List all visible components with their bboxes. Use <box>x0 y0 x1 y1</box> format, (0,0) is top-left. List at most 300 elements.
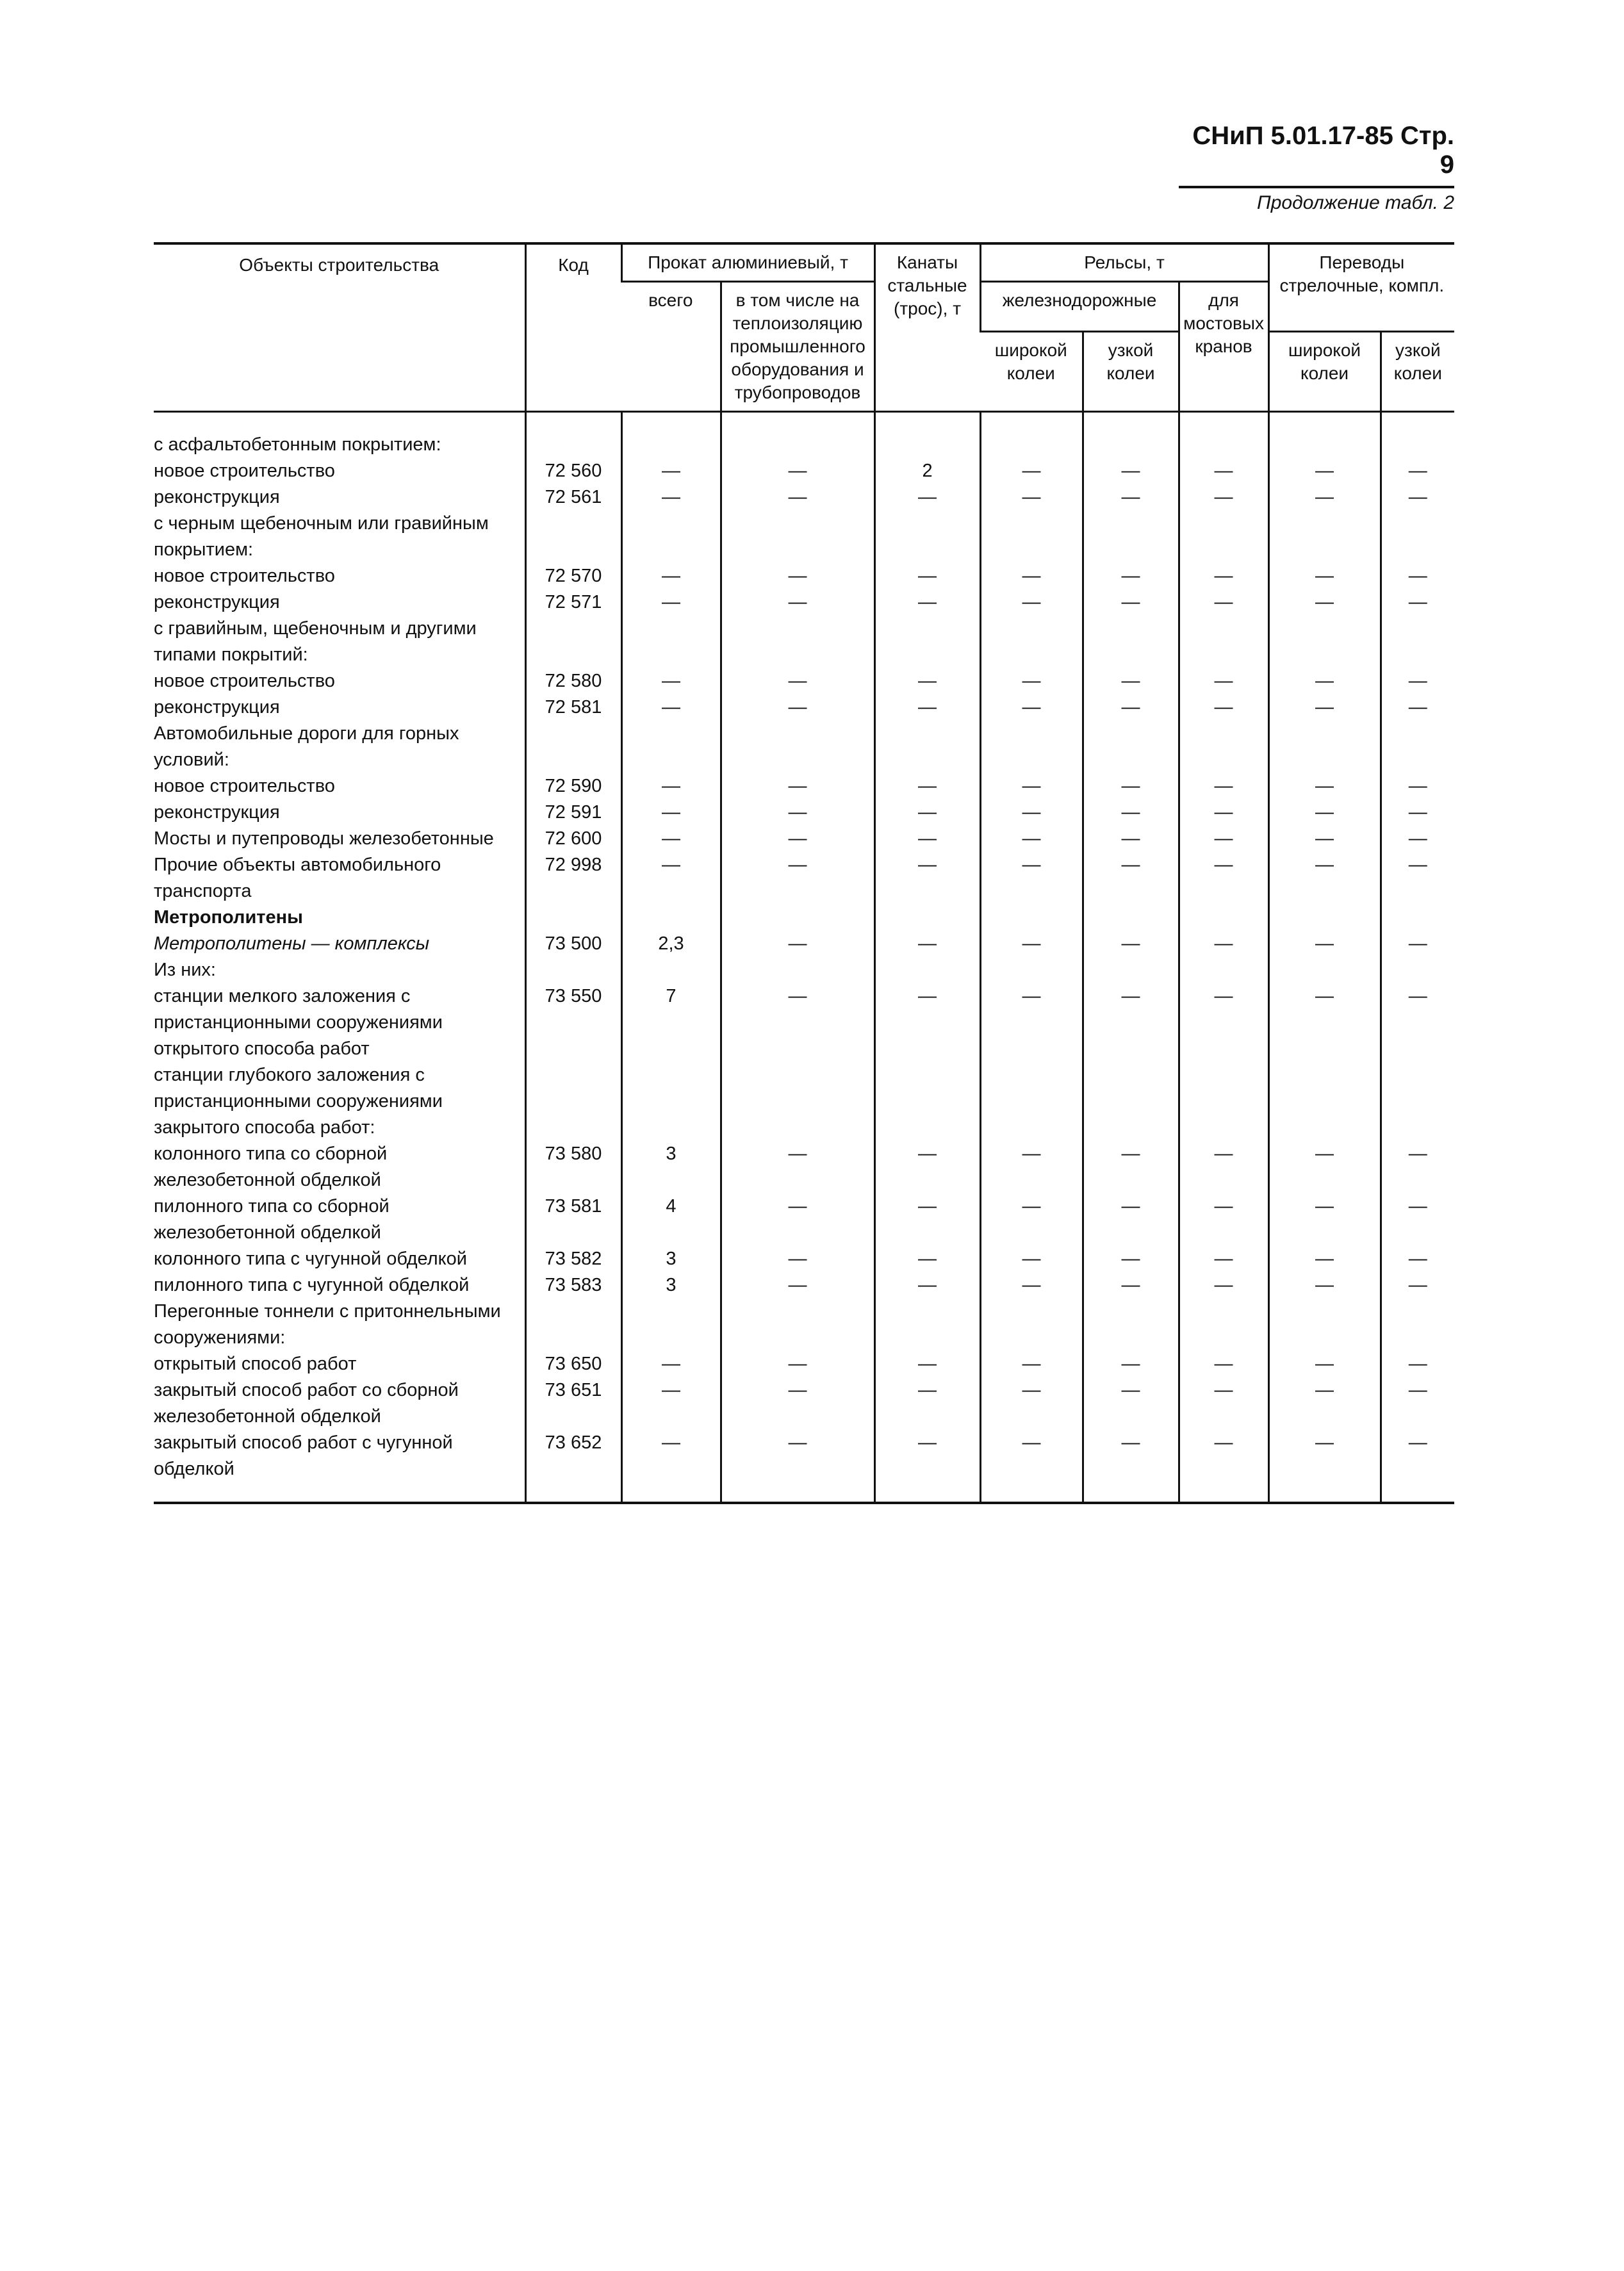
value-cell: — <box>874 1193 980 1246</box>
value-cell <box>621 412 721 459</box>
value-cell: — <box>1381 563 1454 589</box>
value-cell <box>621 511 721 563</box>
object-code <box>525 1299 621 1351</box>
object-name: Мосты и путепроводы железобетонные <box>154 828 494 849</box>
value-cell <box>1268 616 1381 668</box>
value-cell: — <box>1179 773 1268 799</box>
value-cell: — <box>721 668 874 694</box>
value-cell <box>721 721 874 773</box>
table-row <box>154 773 1454 799</box>
value-cell <box>1179 1062 1268 1141</box>
object-code: 72 571 <box>525 589 621 616</box>
value-cell: — <box>1268 983 1381 1062</box>
table-row <box>154 668 1454 694</box>
object-name: колонного типа со сборной железобетонной обделкой <box>154 1144 388 1190</box>
value-cell: — <box>1268 852 1381 905</box>
value-cell <box>621 905 721 931</box>
table-row <box>154 1062 1454 1141</box>
value-cell: — <box>980 694 1083 721</box>
object-name: с гравийным, щебеночным и другими типами покрытий: <box>154 618 477 665</box>
value-cell: — <box>1083 563 1179 589</box>
object-code: 72 600 <box>525 826 621 852</box>
value-cell <box>1268 721 1381 773</box>
value-cell <box>721 1299 874 1351</box>
value-cell: — <box>1381 1193 1454 1246</box>
value-cell: 3 <box>621 1141 721 1193</box>
value-cell: — <box>621 563 721 589</box>
object-code: 73 581 <box>525 1193 621 1246</box>
value-cell: — <box>1083 1193 1179 1246</box>
object-name: с асфальтобетонным покрытием: <box>154 434 441 455</box>
value-cell: — <box>1268 458 1381 484</box>
table-row <box>154 721 1454 773</box>
value-cell: — <box>1083 1351 1179 1377</box>
value-cell <box>1381 1299 1454 1351</box>
object-code: 73 500 <box>525 931 621 957</box>
value-cell: — <box>980 931 1083 957</box>
object-name: новое строительство <box>154 461 335 481</box>
value-cell: — <box>874 1272 980 1299</box>
object-code: 73 550 <box>525 983 621 1062</box>
value-cell: — <box>1083 1246 1179 1272</box>
object-name: пилонного типа со сборной железобетонной обделкой <box>154 1196 390 1243</box>
value-cell <box>980 1062 1083 1141</box>
object-code: 73 650 <box>525 1351 621 1377</box>
object-name: станции глубокого заложения с пристанционными сооружениями закрытого способа работ: <box>154 1065 443 1138</box>
value-cell: — <box>1083 668 1179 694</box>
value-cell: — <box>1381 694 1454 721</box>
value-cell <box>1179 905 1268 931</box>
value-cell: — <box>621 1351 721 1377</box>
value-cell <box>1268 1299 1381 1351</box>
value-cell <box>1083 905 1179 931</box>
value-cell: — <box>874 668 980 694</box>
value-cell: — <box>874 773 980 799</box>
value-cell: — <box>1083 1141 1179 1193</box>
value-cell <box>874 1299 980 1351</box>
value-cell: — <box>621 458 721 484</box>
value-cell: — <box>621 589 721 616</box>
value-cell: — <box>980 983 1083 1062</box>
value-cell: — <box>1268 826 1381 852</box>
value-cell: — <box>1179 694 1268 721</box>
value-cell: — <box>980 1141 1083 1193</box>
value-cell: — <box>1268 589 1381 616</box>
value-cell <box>980 412 1083 459</box>
value-cell: — <box>1268 931 1381 957</box>
value-cell <box>1381 721 1454 773</box>
value-cell: — <box>1179 589 1268 616</box>
value-cell: — <box>1268 1377 1381 1430</box>
value-cell <box>621 1062 721 1141</box>
value-cell: 3 <box>621 1272 721 1299</box>
value-cell: 7 <box>621 983 721 1062</box>
value-cell: — <box>1179 799 1268 826</box>
value-cell: — <box>1179 1193 1268 1246</box>
value-cell: — <box>1268 773 1381 799</box>
value-cell: — <box>1083 983 1179 1062</box>
value-cell <box>874 721 980 773</box>
table-row <box>154 694 1454 721</box>
value-cell: — <box>1179 1377 1268 1430</box>
object-name: Перегонные тоннели с притоннельными сооружениями: <box>154 1301 501 1348</box>
object-name: реконструкция <box>154 592 280 612</box>
value-cell: — <box>721 458 874 484</box>
value-cell: — <box>980 1351 1083 1377</box>
col-rails-narrow: узкой колеи <box>1083 331 1179 411</box>
value-cell: 2,3 <box>621 931 721 957</box>
value-cell <box>1381 905 1454 931</box>
value-cell <box>874 905 980 931</box>
value-cell <box>1268 905 1381 931</box>
value-cell: — <box>1083 799 1179 826</box>
table-row <box>154 616 1454 668</box>
materials-table <box>154 242 1454 1504</box>
value-cell: — <box>1268 694 1381 721</box>
value-cell: — <box>874 589 980 616</box>
value-cell: — <box>874 931 980 957</box>
value-cell: — <box>1179 1351 1268 1377</box>
value-cell: — <box>1083 694 1179 721</box>
value-cell: — <box>1179 1430 1268 1503</box>
value-cell <box>721 616 874 668</box>
value-cell: — <box>721 1430 874 1503</box>
value-cell <box>1381 412 1454 459</box>
value-cell: — <box>1179 668 1268 694</box>
object-code: 72 561 <box>525 484 621 511</box>
value-cell: — <box>874 1377 980 1430</box>
value-cell: 2 <box>874 458 980 484</box>
value-cell: — <box>621 799 721 826</box>
table-row <box>154 1299 1454 1351</box>
value-cell <box>1083 412 1179 459</box>
value-cell: — <box>1381 799 1454 826</box>
value-cell: — <box>874 799 980 826</box>
object-name: реконструкция <box>154 487 280 507</box>
value-cell: — <box>980 1193 1083 1246</box>
table-row <box>154 983 1454 1062</box>
object-name: Автомобильные дороги для горных условий: <box>154 723 459 770</box>
value-cell: — <box>1083 773 1179 799</box>
value-cell <box>874 616 980 668</box>
value-cell <box>980 1299 1083 1351</box>
table-row <box>154 905 1454 931</box>
value-cell: — <box>721 852 874 905</box>
object-code: 72 591 <box>525 799 621 826</box>
value-cell: — <box>1083 1430 1179 1503</box>
value-cell: — <box>721 1351 874 1377</box>
col-rails-crane: для мостовых кранов <box>1179 282 1268 412</box>
value-cell: — <box>1268 1272 1381 1299</box>
object-name: станции мелкого заложения с пристанционными сооружениями открытого способа работ <box>154 986 443 1059</box>
value-cell: — <box>874 1246 980 1272</box>
object-code <box>525 1062 621 1141</box>
value-cell: — <box>1381 773 1454 799</box>
value-cell: — <box>621 1430 721 1503</box>
value-cell: — <box>721 1272 874 1299</box>
value-cell: — <box>721 983 874 1062</box>
object-name: закрытый способ работ с чугунной обделкой <box>154 1432 453 1479</box>
value-cell: — <box>1381 458 1454 484</box>
value-cell: — <box>1381 826 1454 852</box>
value-cell <box>1268 511 1381 563</box>
value-cell: — <box>1268 1141 1381 1193</box>
object-code: 72 590 <box>525 773 621 799</box>
value-cell: — <box>1381 1430 1454 1503</box>
table-row <box>154 1246 1454 1272</box>
object-code <box>525 616 621 668</box>
value-cell <box>1381 616 1454 668</box>
value-cell: — <box>980 1430 1083 1503</box>
table-body <box>154 412 1454 1504</box>
value-cell <box>1179 721 1268 773</box>
table-row <box>154 1141 1454 1193</box>
value-cell: — <box>980 799 1083 826</box>
value-cell: — <box>1179 931 1268 957</box>
value-cell <box>621 1299 721 1351</box>
value-cell: — <box>721 563 874 589</box>
object-code <box>525 957 621 983</box>
table-row <box>154 1377 1454 1430</box>
value-cell <box>1381 511 1454 563</box>
value-cell: — <box>980 773 1083 799</box>
value-cell: — <box>621 852 721 905</box>
table-row <box>154 799 1454 826</box>
value-cell: — <box>721 1246 874 1272</box>
value-cell <box>1381 957 1454 983</box>
value-cell <box>1381 1062 1454 1141</box>
value-cell: — <box>1381 1272 1454 1299</box>
table-row <box>154 1430 1454 1503</box>
value-cell: — <box>1381 1246 1454 1272</box>
value-cell: — <box>721 799 874 826</box>
value-cell: — <box>1268 668 1381 694</box>
object-name: Метрополитены <box>154 907 303 928</box>
object-name: Прочие объекты автомобильного транспорта <box>154 855 441 901</box>
value-cell: — <box>621 484 721 511</box>
col-rails-railway: железнодорожные <box>980 282 1179 332</box>
value-cell: — <box>721 1193 874 1246</box>
value-cell <box>1179 412 1268 459</box>
value-cell <box>980 721 1083 773</box>
table-row <box>154 1272 1454 1299</box>
value-cell: — <box>721 1377 874 1430</box>
table-row <box>154 1193 1454 1246</box>
value-cell: — <box>874 852 980 905</box>
object-name: новое строительство <box>154 566 335 586</box>
value-cell: — <box>1083 484 1179 511</box>
table-row <box>154 1351 1454 1377</box>
table-row <box>154 852 1454 905</box>
object-code <box>525 511 621 563</box>
value-cell: — <box>1083 852 1179 905</box>
table-row <box>154 563 1454 589</box>
value-cell: — <box>1083 458 1179 484</box>
value-cell: — <box>980 826 1083 852</box>
value-cell: 3 <box>621 1246 721 1272</box>
value-cell <box>1083 1062 1179 1141</box>
col-switches-narrow: узкой колеи <box>1381 331 1454 411</box>
value-cell: — <box>1381 668 1454 694</box>
object-name: закрытый способ работ со сборной железобетонной обделкой <box>154 1380 459 1427</box>
value-cell: — <box>721 694 874 721</box>
value-cell: — <box>721 931 874 957</box>
col-aluminum-total: всего <box>621 282 721 412</box>
value-cell <box>621 957 721 983</box>
value-cell: — <box>1179 484 1268 511</box>
value-cell <box>1179 957 1268 983</box>
col-aluminum-incl: в том числе на теплоизоляцию промышленного оборудования и трубопроводов <box>721 282 874 412</box>
table-row <box>154 826 1454 852</box>
value-cell: — <box>1268 563 1381 589</box>
value-cell: — <box>1268 484 1381 511</box>
table-row <box>154 957 1454 983</box>
col-aluminum: Прокат алюминиевый, т <box>621 243 874 282</box>
object-code <box>525 412 621 459</box>
value-cell: — <box>980 1272 1083 1299</box>
table-continuation-label: Продолжение табл. 2 <box>1257 192 1454 213</box>
col-rails: Рельсы, т <box>980 243 1268 282</box>
value-cell: — <box>1381 589 1454 616</box>
value-cell <box>874 511 980 563</box>
value-cell <box>1179 1299 1268 1351</box>
value-cell: — <box>1381 931 1454 957</box>
object-name: реконструкция <box>154 802 280 823</box>
value-cell: — <box>874 484 980 511</box>
value-cell: — <box>1179 826 1268 852</box>
object-code: 73 580 <box>525 1141 621 1193</box>
table-row <box>154 931 1454 957</box>
value-cell: — <box>621 1377 721 1430</box>
object-code <box>525 721 621 773</box>
object-name: открытый способ работ <box>154 1354 357 1374</box>
value-cell: — <box>1179 563 1268 589</box>
table-row <box>154 511 1454 563</box>
value-cell <box>1179 511 1268 563</box>
value-cell: — <box>1179 458 1268 484</box>
value-cell: — <box>1179 983 1268 1062</box>
value-cell: — <box>1268 1430 1381 1503</box>
object-code: 73 652 <box>525 1430 621 1503</box>
value-cell: — <box>874 983 980 1062</box>
value-cell: — <box>874 563 980 589</box>
value-cell <box>621 721 721 773</box>
table-row <box>154 589 1454 616</box>
value-cell <box>1268 1062 1381 1141</box>
value-cell <box>1083 957 1179 983</box>
object-name: пилонного типа с чугунной обделкой <box>154 1275 470 1295</box>
col-ropes: Канаты стальные (трос), т <box>874 243 980 412</box>
value-cell <box>621 616 721 668</box>
object-code: 72 581 <box>525 694 621 721</box>
object-name: с черным щебеночным или гравийным покрытием: <box>154 513 489 560</box>
value-cell <box>874 412 980 459</box>
value-cell <box>1083 511 1179 563</box>
value-cell: — <box>1381 852 1454 905</box>
value-cell: — <box>1268 799 1381 826</box>
value-cell: — <box>721 773 874 799</box>
value-cell <box>721 957 874 983</box>
col-code: Код <box>525 243 621 412</box>
object-name: новое строительство <box>154 776 335 796</box>
value-cell <box>874 957 980 983</box>
object-code: 72 570 <box>525 563 621 589</box>
value-cell <box>980 511 1083 563</box>
value-cell <box>1268 412 1381 459</box>
value-cell <box>1083 616 1179 668</box>
value-cell: — <box>1179 1272 1268 1299</box>
value-cell: — <box>1083 1272 1179 1299</box>
object-code: 73 583 <box>525 1272 621 1299</box>
value-cell: — <box>1083 931 1179 957</box>
object-code: 72 998 <box>525 852 621 905</box>
value-cell: 4 <box>621 1193 721 1246</box>
col-objects: Объекты строительства <box>154 243 525 412</box>
col-switches-wide: широкой колеи <box>1268 331 1381 411</box>
value-cell: — <box>1083 826 1179 852</box>
object-code <box>525 905 621 931</box>
value-cell: — <box>721 484 874 511</box>
value-cell: — <box>1179 1141 1268 1193</box>
table-row <box>154 412 1454 459</box>
value-cell: — <box>1268 1193 1381 1246</box>
value-cell: — <box>621 826 721 852</box>
value-cell: — <box>980 668 1083 694</box>
value-cell: — <box>874 1430 980 1503</box>
value-cell: — <box>980 1246 1083 1272</box>
value-cell: — <box>1268 1246 1381 1272</box>
value-cell: — <box>980 852 1083 905</box>
value-cell: — <box>721 589 874 616</box>
table-row <box>154 458 1454 484</box>
value-cell: — <box>1083 1377 1179 1430</box>
value-cell: — <box>874 826 980 852</box>
value-cell <box>1268 957 1381 983</box>
object-code: 72 560 <box>525 458 621 484</box>
value-cell: — <box>980 458 1083 484</box>
value-cell: — <box>721 826 874 852</box>
value-cell <box>721 511 874 563</box>
object-name: Метрополитены — комплексы <box>154 933 430 954</box>
value-cell: — <box>1381 1351 1454 1377</box>
value-cell: — <box>874 1351 980 1377</box>
object-name: реконструкция <box>154 697 280 717</box>
table-header <box>154 243 1454 412</box>
value-cell <box>1179 616 1268 668</box>
value-cell <box>980 957 1083 983</box>
col-switches: Переводы стрелочные, компл. <box>1268 243 1454 331</box>
value-cell: — <box>874 1141 980 1193</box>
object-code: 72 580 <box>525 668 621 694</box>
object-name: новое строительство <box>154 671 335 691</box>
value-cell <box>874 1062 980 1141</box>
value-cell: — <box>980 484 1083 511</box>
value-cell: — <box>1179 1246 1268 1272</box>
col-rails-wide: широкой колеи <box>980 331 1083 411</box>
value-cell <box>721 412 874 459</box>
value-cell <box>721 1062 874 1141</box>
value-cell: — <box>1083 589 1179 616</box>
object-name: Из них: <box>154 960 216 980</box>
value-cell: — <box>1268 1351 1381 1377</box>
value-cell: — <box>721 1141 874 1193</box>
object-name: колонного типа с чугунной обделкой <box>154 1249 467 1269</box>
document-reference: СНиП 5.01.17-85 Стр. 9 <box>1179 122 1454 188</box>
value-cell: — <box>1381 1141 1454 1193</box>
value-cell: — <box>621 694 721 721</box>
value-cell: — <box>980 1377 1083 1430</box>
value-cell: — <box>1179 852 1268 905</box>
